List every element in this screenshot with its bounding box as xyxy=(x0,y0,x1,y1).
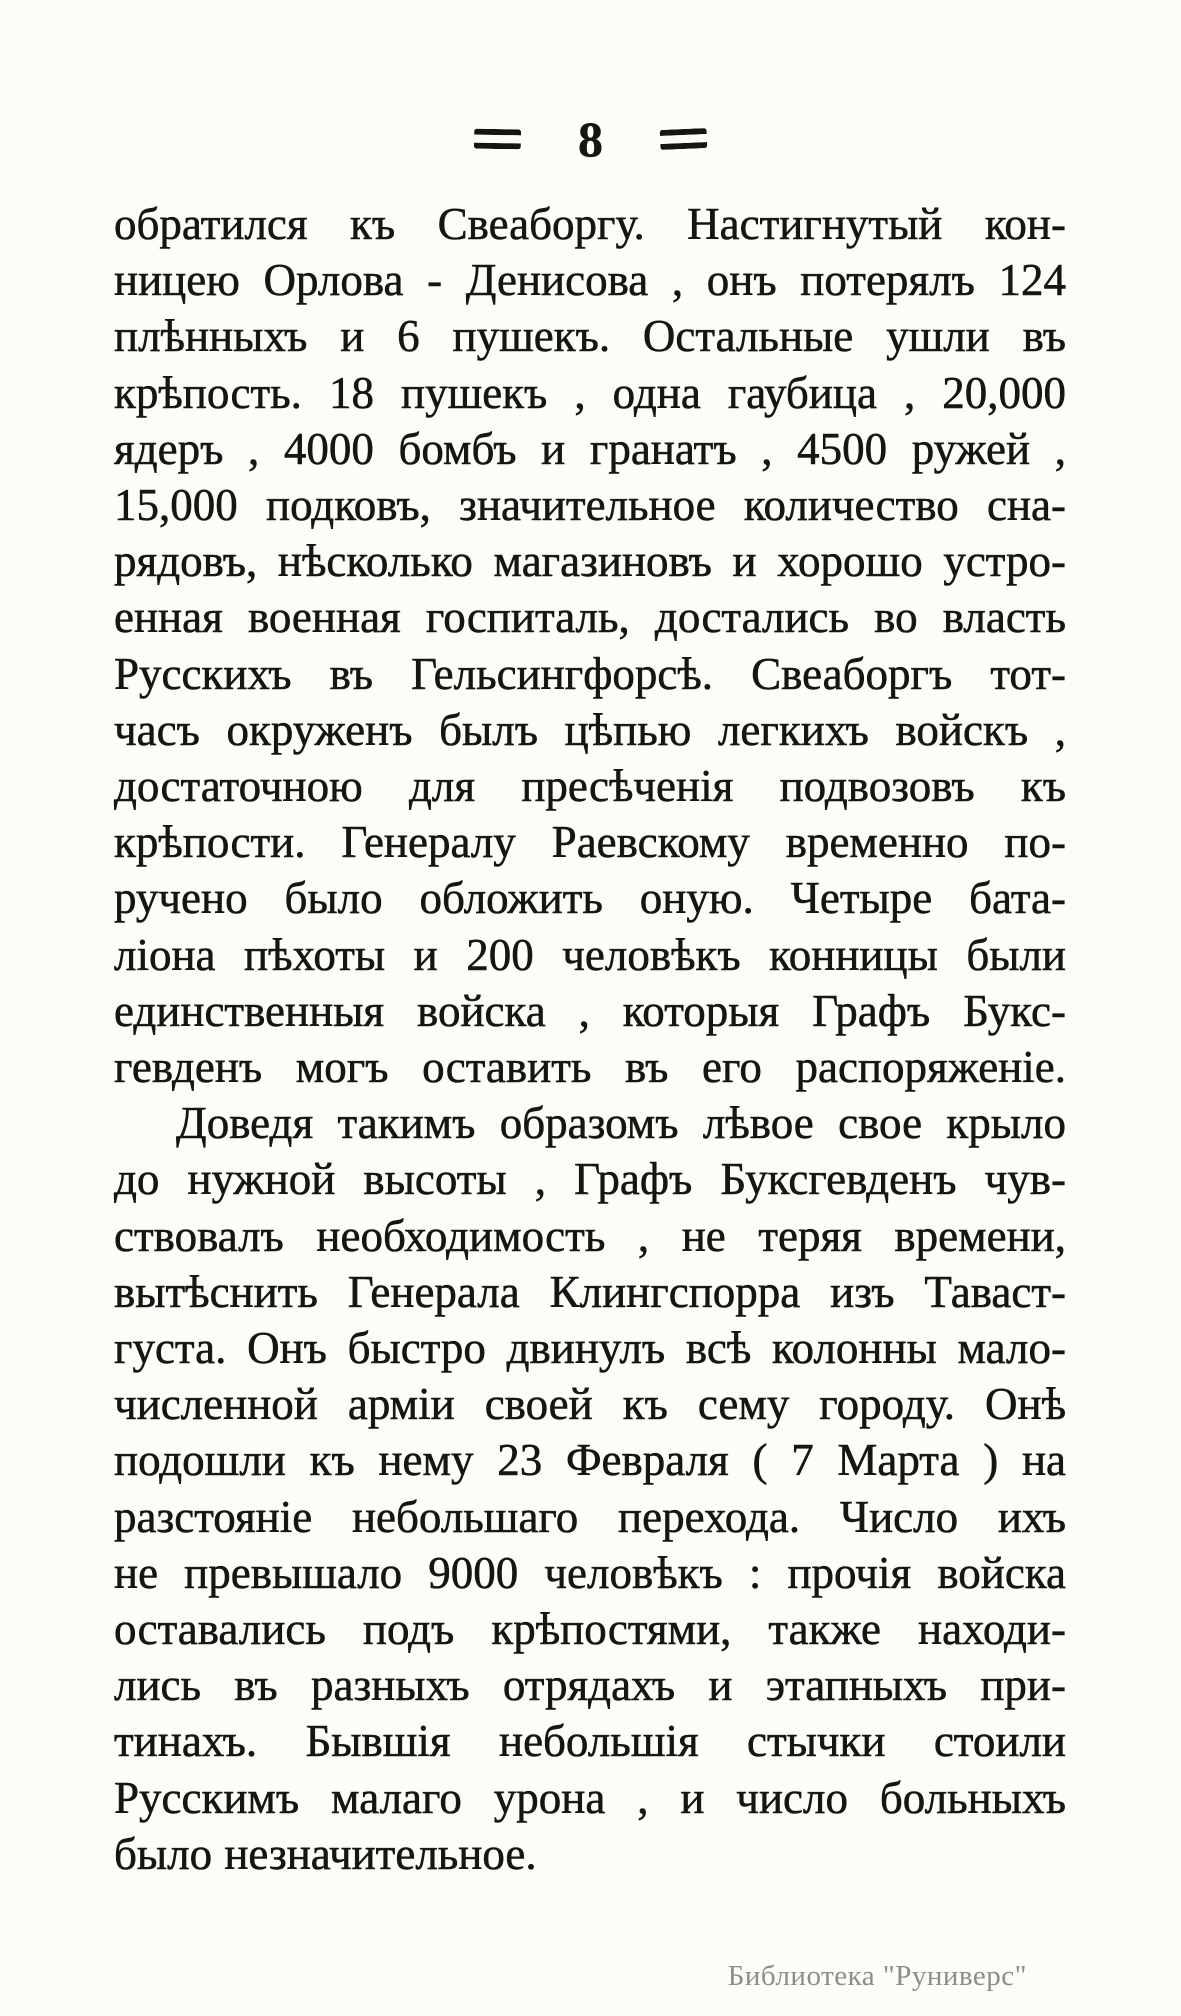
text-line: густа. Онъ быстро двинулъ всѣ колонны мало- xyxy=(114,1323,1066,1374)
text-line: достаточною для пресѣченія подвозовъ къ xyxy=(114,761,1066,812)
text-line: гевденъ могъ оставить въ его распоряженіе. xyxy=(114,1042,1066,1093)
text-line: плѣнныхъ и 6 пушекъ. Остальные ушли въ xyxy=(114,311,1066,362)
text-line: вытѣснить Генерала Клингспорра изъ Таваст- xyxy=(114,1266,1066,1317)
text-line: ручено было обложить оную. Четыре бата- xyxy=(114,873,1066,924)
text-line: не превышало 9000 человѣкъ : прочія войска xyxy=(114,1547,1066,1598)
double-rule-ornament-icon xyxy=(660,128,708,150)
text-line: обратился къ Свеаборгу. Настигнутый кон- xyxy=(114,199,1066,249)
text-line: Русскихъ въ Гельсингфорсѣ. Свеаборгъ тот- xyxy=(114,648,1066,699)
page-number: 8 xyxy=(578,111,603,167)
text-line: подошли къ нему 23 Февраля ( 7 Марта ) на xyxy=(114,1435,1066,1486)
text-line: 15,000 подковъ, значительное количество сна- xyxy=(114,480,1066,531)
text-line: рядовъ, нѣсколько магазиновъ и хорошо устро- xyxy=(114,536,1066,587)
text-line: енная военная госпиталь, достались во власть xyxy=(114,592,1066,643)
text-line: оставались подъ крѣпостями, также находи- xyxy=(114,1604,1066,1655)
double-rule-ornament-icon xyxy=(474,129,521,150)
running-head xyxy=(0,111,1181,167)
text-line: Русскимъ малаго урона , и число больныхъ xyxy=(114,1772,1066,1823)
text-line: ствовалъ необходимость , не теряя времени, xyxy=(114,1210,1066,1261)
text-line: лись въ разныхъ отрядахъ и этапныхъ при- xyxy=(114,1660,1066,1711)
text-line: до нужной высоты , Графъ Буксгевденъ чув- xyxy=(114,1154,1066,1205)
text-line: численной арміи своей къ сему городу. Онѣ xyxy=(114,1379,1066,1430)
text-line: тинахъ. Бывшія небольшія стычки стоили xyxy=(114,1716,1066,1767)
body-text xyxy=(114,196,1066,1882)
text-line: ядеръ , 4000 бомбъ и гранатъ , 4500 ружей , xyxy=(114,423,1066,474)
text-line: часъ окруженъ былъ цѣпью легкихъ войскъ , xyxy=(114,704,1066,755)
text-line-paragraph-end: было незначительное. xyxy=(114,1828,537,1879)
text-line: крѣпость. 18 пушекъ , одна гаубица , 20,000 xyxy=(114,367,1066,418)
text-line: крѣпости. Генералу Раевскому временно по- xyxy=(114,817,1066,868)
text-line-paragraph-start: Доведя такимъ образомъ лѣвое свое крыло xyxy=(176,1098,1066,1149)
text-line: разстояніе небольшаго перехода. Число ихъ xyxy=(114,1491,1066,1542)
text-line: единственныя войска , которыя Графъ Букс- xyxy=(114,985,1066,1036)
text-line: ницею Орлова - Денисова , онъ потерялъ 124 xyxy=(114,255,1066,306)
library-watermark-text: Библиотека "Руниверс" xyxy=(727,1960,1027,1992)
text-line: ліона пѣхоты и 200 человѣкъ конницы были xyxy=(114,929,1066,980)
library-watermark xyxy=(728,1959,1027,1993)
